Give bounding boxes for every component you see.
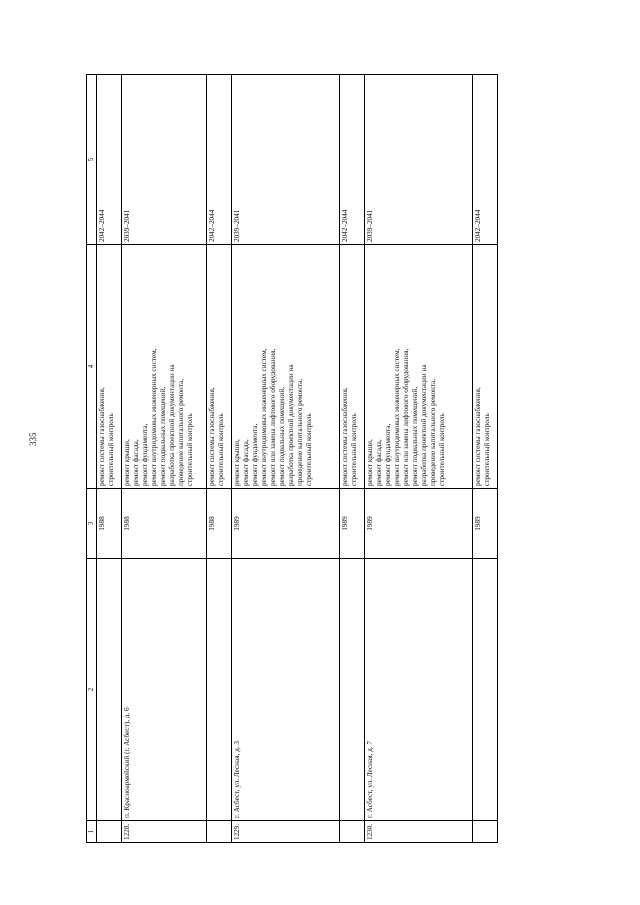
page-number: 335 [28, 432, 38, 446]
work-item: ремонт системы газоснабжения, [341, 387, 349, 486]
table-row [207, 75, 232, 843]
row-address [97, 559, 122, 821]
row-period: 2042–2044 [97, 75, 122, 245]
rotated-document [86, 75, 542, 843]
row-number [340, 821, 365, 843]
row-works [207, 245, 232, 489]
work-item: проведение капитального ремонта, [296, 378, 304, 486]
work-item: ремонт фасада, [375, 439, 383, 486]
work-item: ремонт системы газоснабжения, [208, 387, 216, 486]
work-item: ремонт подвальных помещений, [278, 386, 286, 486]
row-works [365, 245, 473, 489]
table-row [97, 75, 122, 843]
row-works [473, 245, 498, 489]
row-works [340, 245, 365, 489]
row-number [97, 821, 122, 843]
column-header-row [87, 75, 97, 843]
row-period: 2039–2041 [122, 75, 207, 245]
row-period: 2042–2044 [473, 75, 498, 245]
work-item: ремонт или замена лифтового оборудования, [269, 348, 277, 486]
work-item: строительный контроль [350, 413, 358, 486]
row-year: 1988 [97, 489, 122, 559]
row-number: 1228. [122, 821, 207, 843]
work-item: строительный контроль [107, 413, 115, 486]
work-item: ремонт крыши, [123, 439, 131, 486]
work-item: строительный контроль [305, 413, 313, 486]
work-item: строительный контроль [438, 413, 446, 486]
row-year: 1988 [122, 489, 207, 559]
row-period: 2042–2044 [340, 75, 365, 245]
work-item: ремонт внутридомовых инженерных систем, [393, 348, 401, 486]
work-item: ремонт подвальных помещений, [159, 386, 167, 486]
table-row [473, 75, 498, 843]
work-item: ремонт системы газоснабжения, [474, 387, 482, 486]
row-works [122, 245, 207, 489]
column-header: 3 [87, 489, 97, 559]
work-item: ремонт фасада, [242, 439, 250, 486]
row-address [473, 559, 498, 821]
work-item: ремонт фасада, [132, 439, 140, 486]
row-period: 2042–2044 [207, 75, 232, 245]
table-row [365, 75, 473, 843]
row-number [473, 821, 498, 843]
row-year: 1988 [207, 489, 232, 559]
column-header: 1 [87, 821, 97, 843]
repair-schedule-table [86, 74, 498, 843]
row-address: п. Красноармейский (г. Асбест), д. 6 [122, 559, 207, 821]
column-header: 2 [87, 559, 97, 821]
column-header: 5 [87, 75, 97, 245]
work-item: ремонт крыши, [366, 439, 374, 486]
work-item: проведение капитального ремонта, [177, 378, 185, 486]
row-year: 1989 [473, 489, 498, 559]
row-address: г. Асбест, ул. Лесная, д. 3 [232, 559, 340, 821]
row-number [207, 821, 232, 843]
work-item: ремонт фундамента, [251, 423, 259, 486]
row-period: 2039–2041 [232, 75, 340, 245]
row-year: 1989 [365, 489, 473, 559]
work-item: проведение капитального ремонта, [429, 378, 437, 486]
column-header: 4 [87, 245, 97, 489]
row-address [207, 559, 232, 821]
work-item: строительный контроль [217, 413, 225, 486]
work-item: ремонт или замена лифтового оборудования, [402, 348, 410, 486]
table-row [340, 75, 365, 843]
row-year: 1989 [340, 489, 365, 559]
row-works [97, 245, 122, 489]
table-row [232, 75, 340, 843]
row-year: 1989 [232, 489, 340, 559]
work-item: строительный контроль [186, 413, 194, 486]
row-works [232, 245, 340, 489]
row-number: 1230. [365, 821, 473, 843]
row-address [340, 559, 365, 821]
work-item: ремонт крыши, [233, 439, 241, 486]
work-item: разработка проектной документации на [168, 364, 176, 486]
work-item: ремонт подвальных помещений, [411, 386, 419, 486]
work-item: ремонт фундамента, [141, 423, 149, 486]
table-row [122, 75, 207, 843]
row-address: г. Асбест, ул. Лесная, д. 7 [365, 559, 473, 821]
work-item: разработка проектной документации на [287, 364, 295, 486]
row-number: 1229. [232, 821, 340, 843]
work-item: строительный контроль [483, 413, 491, 486]
work-item: ремонт фундамента, [384, 423, 392, 486]
work-item: ремонт внутридомовых инженерных систем, [150, 348, 158, 486]
work-item: ремонт системы газоснабжения, [98, 387, 106, 486]
row-period: 2039–2041 [365, 75, 473, 245]
work-item: ремонт внутридомовых инженерных систем, [260, 348, 268, 486]
work-item: разработка проектной документации на [420, 364, 428, 486]
